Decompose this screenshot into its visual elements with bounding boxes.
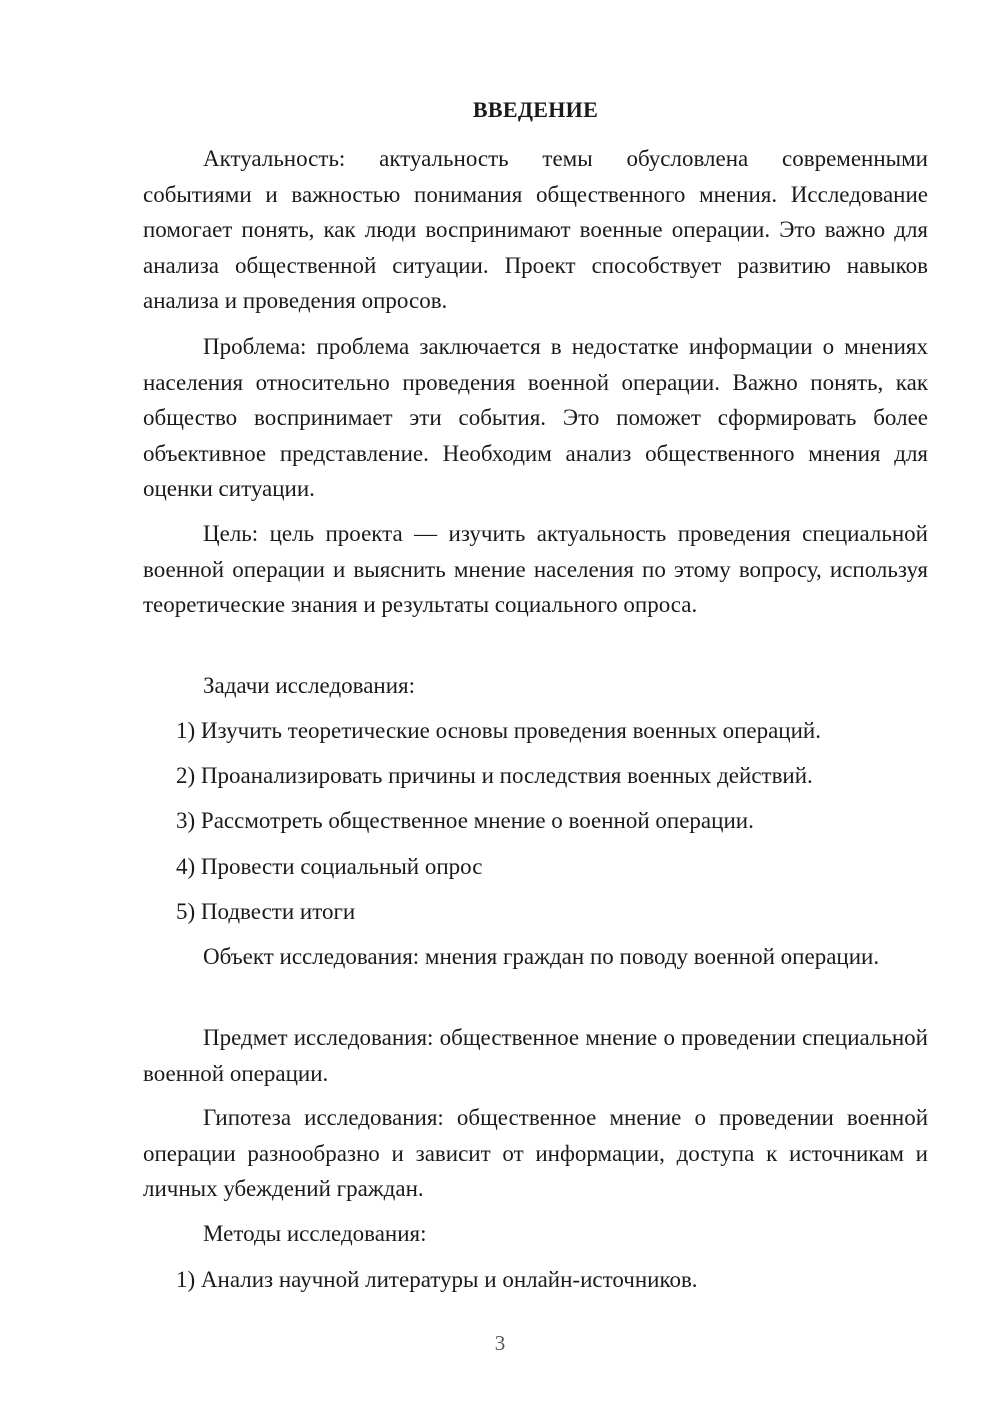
method-item: 1) Анализ научной литературы и онлайн-источников.: [176, 1267, 698, 1292]
object-paragraph: Объект исследования: мнения граждан по поводу военной операции.: [203, 944, 880, 969]
task-item: 1) Изучить теоретические основы проведения военных операций.: [176, 718, 821, 743]
page-number: 3: [494, 1331, 506, 1355]
task-item: 5) Подвести итоги: [176, 899, 356, 924]
page-title: ВВЕДЕНИЕ: [472, 97, 599, 122]
problem-paragraph: Проблема: проблема заключается в недостатке информации о мнениях населения относительно проведения военной операции. Важно понять, как общество воспринимает эти события. Это поможет сформировать более объективное представление. Необходим анализ общественного мнения для оценки ситуации.: [143, 334, 928, 501]
subject-paragraph: Предмет исследования: общественное мнение о проведении специальной военной операции.: [143, 1025, 928, 1086]
hypothesis-paragraph: Гипотеза исследования: общественное мнение о проведении военной операции разнообразно и зависит от информации, доступа к источникам и личных убеждений граждан.: [143, 1105, 928, 1201]
methods-heading: Методы исследования:: [203, 1221, 427, 1246]
goal-paragraph: Цель: цель проекта — изучить актуальность проведения специальной военной операции и выяснить мнение населения по этому вопросу, используя теоретические знания и результаты социального опроса.: [143, 521, 928, 617]
relevance-paragraph: Актуальность: актуальность темы обусловлена современными событиями и важностью понимания общественного мнения. Исследование помогает понять, как люди воспринимают военные операции. Это важно для анализа общественной ситуации. Проект способствует развитию навыков анализа и проведения опросов.: [143, 146, 928, 313]
task-item: 4) Провести социальный опрос: [176, 854, 483, 879]
task-item: 3) Рассмотреть общественное мнение о военной операции.: [176, 808, 754, 833]
tasks-heading: Задачи исследования:: [203, 673, 416, 698]
task-item: 2) Проанализировать причины и последствия военных действий.: [176, 763, 813, 788]
